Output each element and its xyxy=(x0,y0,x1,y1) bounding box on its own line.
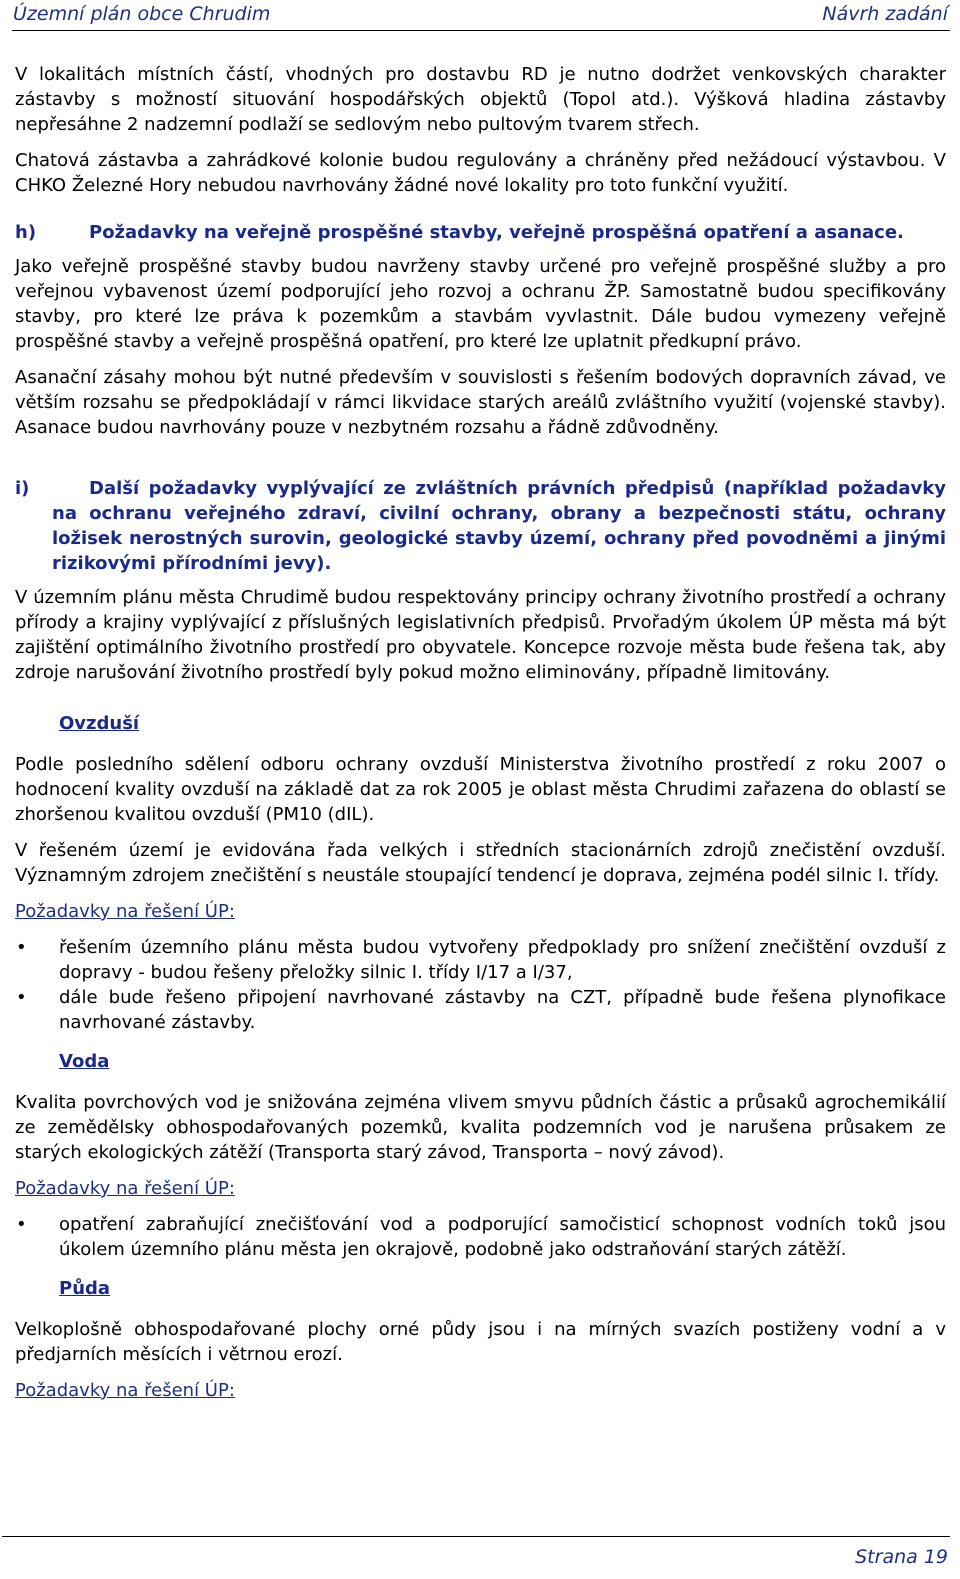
requirements-label-soil: Požadavky na řešení ÚP: xyxy=(15,1380,235,1401)
paragraph-air-quality: Podle posledního sdělení odboru ochrany ovzduší Ministerstva životního prostředí z roku 2007 o hodnocení kvality ovzduší na základě dat za rok 2005 je oblast města Chrudimi zařazena do oblastí se zhoršenou kvalitou ovzduší (PM10 (dIL). xyxy=(15,754,946,825)
section-title-h: Požadavky na veřejně prospěšné stavby, veřejně prospěšná opatření a asanace. xyxy=(89,222,904,243)
subheading-air: Ovzduší xyxy=(59,713,140,734)
header-doc-type: Návrh zadání xyxy=(822,3,948,25)
requirements-label-air: Požadavky na řešení ÚP: xyxy=(15,901,235,922)
header-title: Územní plán obce Chrudim xyxy=(13,3,271,25)
section-letter-i: i) xyxy=(15,478,30,499)
footer-divider xyxy=(2,1536,950,1537)
section-title-i-rest: na ochranu veřejného zdraví, civilní ochrany, obrany a bezpečnosti státu, ochrany ložisek nerostných surovin, geologické stavby území, ochrany před povodněmi a jinými rizikovými přírodními jevy). xyxy=(52,503,946,574)
section-title-i-first: Další požadavky vyplývající ze zvláštních právních předpisů (například požadavky xyxy=(89,478,946,499)
page-number: Strana 19 xyxy=(855,1546,948,1568)
paragraph-air-sources: V řešeném území je evidována řada velkých i středních stacionárních zdrojů znečistění ovzduší. Významným zdrojem znečištění s neustále stoupající tendencí je doprava, zejména podél silnic I. třídy. xyxy=(15,840,946,886)
bullet-icon: • xyxy=(16,987,27,1008)
bullet-icon: • xyxy=(16,1214,27,1235)
subheading-soil: Půda xyxy=(59,1278,111,1299)
section-letter-h: h) xyxy=(15,222,37,243)
water-requirements-list xyxy=(15,1212,946,1262)
section-heading-i xyxy=(15,476,946,576)
paragraph-public-works: Jako veřejně prospěšné stavby budou navrženy stavby určené pro veřejně prospěšné služby a pro veřejnou vybavenost území podporující jeho rozvoj a ochranu ŽP. Samostatně budou specifikovány stavby, pro které lze práva k pozemkům a stavbám vyvlastnit. Dále budou vymezeny veřejně prospěšné stavby a veřejně prospěšná opatření, pro které lze uplatnit předkupní právo. xyxy=(15,256,946,352)
paragraph-village-development: V lokalitách místních částí, vhodných pro dostavbu RD je nutno dodržet venkovských charakter zástavby s možností situování hospodářských objektů (Topol atd.). Výšková hladina zástavby nepřesáhne 2 nadzemní podlaží se sedlovým nebo pultovým tvarem střech. xyxy=(15,64,946,135)
page-header xyxy=(12,0,950,31)
list-item: • řešením územního plánu města budou vytvořeny předpoklady pro snížení znečištění ovzduší z dopravy - budou řešeny přeložky silnic I. třídy I/17 a I/37, xyxy=(16,937,946,983)
list-item: • opatření zabraňující znečišťování vod a podporující samočisticí schopnost vodních toků jsou úkolem územního plánu města jen okrajově, podobně jako odstraňování starých zátěží. xyxy=(16,1214,946,1260)
paragraph-water-quality: Kvalita povrchových vod je snižována zejména vlivem smyvu půdních částic a průsaků agrochemikálií ze zemědělsky obhospodařovaných pozemků, kvalita podzemních vod je narušena průsakem ze starých ekologických zátěží (Transporta starý závod, Transporta – nový závod). xyxy=(15,1092,946,1163)
subheading-water: Voda xyxy=(59,1051,110,1072)
paragraph-soil-erosion: Velkoplošně obhospodařované plochy orné půdy jsou i na mírných svazích postiženy vodní a v předjarních měsících i větrnou erozí. xyxy=(15,1319,946,1365)
section-heading-h xyxy=(15,220,946,245)
requirements-label-water: Požadavky na řešení ÚP: xyxy=(15,1178,235,1199)
paragraph-cottage-development: Chatová zástavba a zahrádkové kolonie budou regulovány a chráněny před nežádoucí výstavbou. V CHKO Železné Hory nebudou navrhovány žádné nové lokality pro toto funkční využití. xyxy=(15,150,946,196)
paragraph-environment: V územním plánu města Chrudimě budou respektovány principy ochrany životního prostředí a ochrany přírody a krajiny vyplývající z příslušných legislativních předpisů. Prvořadým úkolem ÚP města má být zajištění optimálního životního prostředí pro obyvatele. Koncepce rozvoje města bude řešena tak, aby zdroje narušování životního prostředí byly pokud možno eliminovány, případně limitovány. xyxy=(15,587,946,683)
list-item: • dále bude řešeno připojení navrhované zástavby na CZT, případně bude řešena plynofikace navrhované zástavby. xyxy=(16,987,946,1033)
air-requirements-list xyxy=(15,935,946,1035)
bullet-icon: • xyxy=(16,937,27,958)
paragraph-sanitation: Asanační zásahy mohou být nutné především v souvislosti s řešením bodových dopravních závad, ve větším rozsahu se předpokládají v rámci likvidace starých areálů zvláštního využití (vojenské stavby). Asanace budou navrhovány pouze v nezbytném rozsahu a řádně zdůvodněny. xyxy=(15,367,946,438)
document-body xyxy=(15,62,946,1414)
